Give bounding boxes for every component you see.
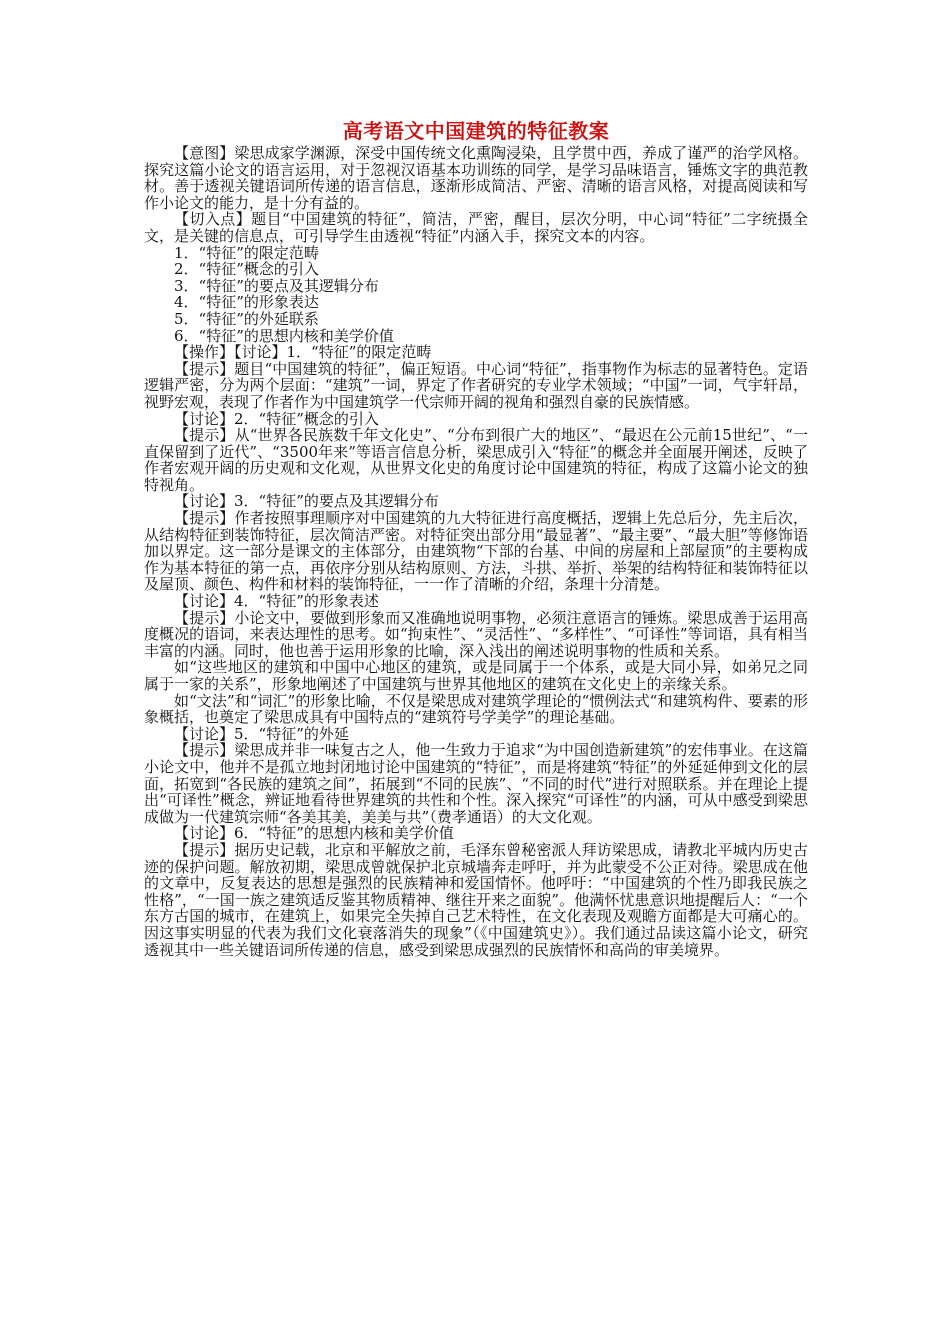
document-title: 高考语文中国建筑的特征教案 <box>342 119 610 143</box>
hint-paragraph-5: 【提示】梁思成并非一味复古之人，他一生致力于追求“为中国创造新建筑”的宏伟事业。在这篇小论文中，他并不是孤立地封闭地讨论中国建筑的“特征”，而是将建筑“特征”的外延延伸到文化的层面，拓宽到“各民族的建筑之间”，拓展到“不同的民族”、“不同的时代”进行对照联系。并在理论上提出“可译性”概念，辨证地看待世界建筑的共性和个性。深入探究“可译性”的内涵，可从中感受到梁思成做为一代建筑宗师“各美其美，美美与共”（费孝通语）的大文化观。 <box>144 741 808 826</box>
outline-item: 1．“特征”的限定范畴 <box>174 243 319 262</box>
outline-item: 3．“特征”的要点及其逻辑分布 <box>174 276 379 295</box>
entry-point-paragraph: 【切入点】题目“中国建筑的特征”，简洁，严密，醒目，层次分明，中心词“特征”二字统摄全文，是关键的信息点，可引导学生由透视“特征”内涵入手，探究文本的内容。 <box>144 210 808 245</box>
hint-paragraph-6: 【提示】据历史记载，北京和平解放之前，毛泽东曾秘密派人拜访梁思成，请教北平城内历史古迹的保护问题。解放初期，梁思成曾就保护北京城墙奔走呼吁，并为此蒙受不公正对待。梁思成在他的文章中，反复表达的思想是强烈的民族精神和爱国情怀。他呼吁：“中国建筑的个性乃即我民族之性格”，“一国一族之建筑适反鉴其物质精神、继往开来之面貌”。他满怀忧患意识地提醒后人：“一个东方古国的城市，在建筑上，如果完全失掉自己艺术特性，在文化表现及观瞻方面都是大可痛心的。因这事实明显的代表为我们文化衰落消失的现象”（《中国建筑史》）。我们通过品读这篇小论文，研究透视其中一些关键语词所传递的信息，感受到梁思成强烈的民族情怀和高尚的审美境界。 <box>144 840 808 959</box>
document-page <box>144 118 808 958</box>
discussion-heading-6: 【讨论】6．“特征”的思想内核和美学价值 <box>174 824 454 843</box>
hint-paragraph-4: 【提示】小论文中，要做到形象而又准确地说明事物，必须注意语言的锤炼。梁思成善于运用高度概况的语词，来表达理性的思考。如“拘束性”、“灵活性”、“多样性”、“可译性”等词语，具有相当丰富的内涵。同时，他也善于运用形象的比喻，深入浅出的阐述说明事物的性质和关系。 <box>144 608 808 660</box>
hint-paragraph-3: 【提示】作者按照事理顺序对中国建筑的九大特征进行高度概括，逻辑上先总后分，先主后次，从结构特征到装饰特征，层次简洁严密。对特征突出部分用“最显著”、“最主要”、“最大胆”等修饰语加以界定。这一部分是课文的主体部分，由建筑物“下部的台基、中间的房屋和上部屋顶”的主要构成作为基本特征的第一点，再依序分别从结构原则、方法，斗拱、举折、举架的结构特征和装饰特征以及屋顶、颜色、构件和材料的装饰特征，一一作了清晰的介绍，条理十分清楚。 <box>144 509 808 594</box>
discussion-heading-4: 【讨论】4．“特征”的形象表述 <box>174 592 379 611</box>
outline-item: 4．“特征”的形象表达 <box>174 293 319 312</box>
discussion-heading-3: 【讨论】3．“特征”的要点及其逻辑分布 <box>174 492 439 511</box>
outline-item: 5．“特征”的外延联系 <box>174 309 319 328</box>
example-paragraph-2: 如“文法”和“词汇”的形象比喻，不仅是梁思成对建筑学理论的“惯例法式“和建筑构件、要素的形象概括，也奠定了梁思成具有中国特点的“建筑符号学美学”的理论基础。 <box>144 691 808 727</box>
outline-item: 6．“特征”的思想内核和美学价值 <box>174 326 394 345</box>
outline-list <box>144 245 808 345</box>
intent-paragraph: 【意图】梁思成家学渊源，深受中国传统文化熏陶浸染，且学贯中西，养成了谨严的治学风格。探究这篇小论文的语言运用，对于忽视汉语基本功训练的同学，是学习品味语言，锤炼文字的典范教材。善于透视关键语词所传递的语言信息，逐渐形成简洁、严密、清晰的语言风格，对提高阅读和写作小论文的能力，是十分有益的。 <box>144 144 808 212</box>
outline-item: 2．“特征”概念的引入 <box>174 260 319 279</box>
hint-paragraph-2: 【提示】从“世界各民族数千年文化史”、“分布到很广大的地区”、“最迟在公元前15世纪”、“一直保留到了近代”、“3500年来”等语言信息分析，梁思成引入“特征”的概念并全面展开阐述，反映了作者宏观开阔的历史观和文化观，从世界文化史的角度讨论中国建筑的特征，构成了这篇小论文的独特视角。 <box>144 426 808 494</box>
hint-paragraph-1: 【提示】题目“中国建筑的特征”，偏正短语。中心词“特征”，指事物作为标志的显著特色。定语逻辑严密，分为两个层面：“建筑”一词，界定了作者研究的专业学术领域；“中国”一词，气宇轩昂，视野宏观，表现了作者作为中国建筑学一代宗师开阔的视角和强烈自豪的民族情感。 <box>144 359 808 411</box>
discussion-heading-5: 【讨论】5．“特征”的外延 <box>174 724 349 743</box>
discussion-heading-1: 【操作】【讨论】1．“特征”的限定范畴 <box>174 343 432 362</box>
example-paragraph-1: 如“这些地区的建筑和中国中心地区的建筑，或是同属于一个体系，或是大同小异，如弟兄之同属于一家的关系”，形象地阐述了中国建筑与世界其他地区的建筑在文化史上的亲缘关系。 <box>144 658 808 693</box>
discussion-heading-2: 【讨论】2．“特征”概念的引入 <box>174 409 379 428</box>
